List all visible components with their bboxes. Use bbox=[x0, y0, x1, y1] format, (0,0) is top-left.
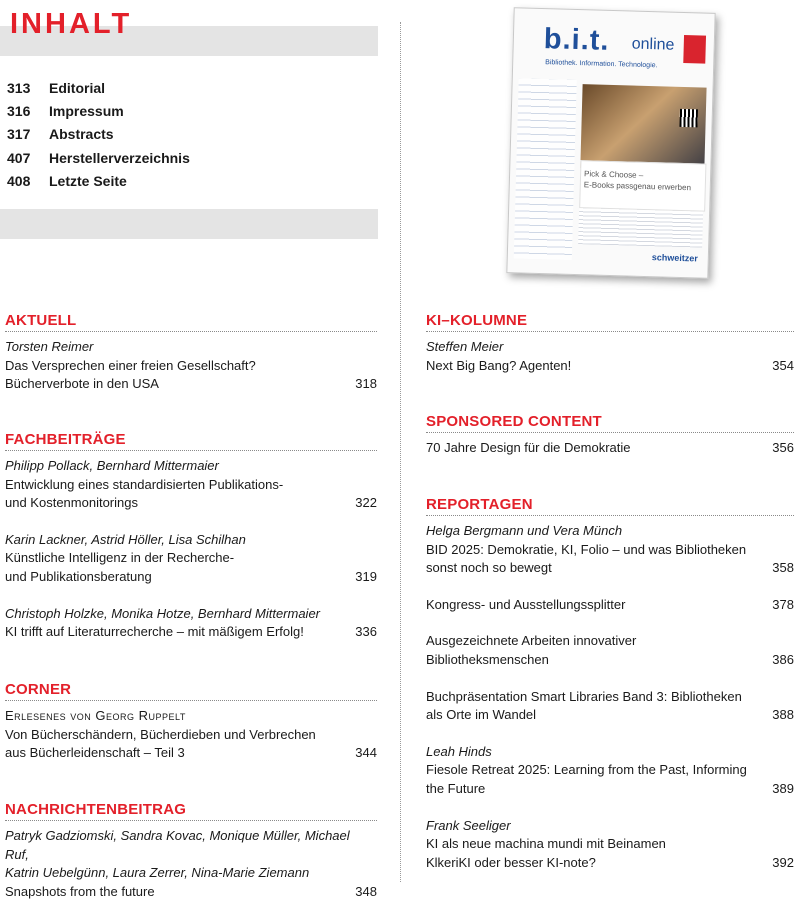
toc-entry[interactable] bbox=[426, 596, 794, 615]
toc-entry[interactable] bbox=[426, 522, 794, 578]
toc-item[interactable] bbox=[7, 146, 190, 169]
magazine-cover-image bbox=[506, 7, 715, 279]
section-heading: CORNER bbox=[5, 680, 377, 701]
toc-item[interactable] bbox=[7, 169, 190, 192]
entry-page-number: 319 bbox=[355, 568, 377, 584]
section-aktuell bbox=[5, 311, 377, 412]
entry-page-number: 378 bbox=[772, 596, 794, 612]
toc-entry[interactable] bbox=[5, 457, 377, 513]
cover-logo: b.i.t. bbox=[543, 23, 610, 57]
entry-page-number: 356 bbox=[772, 440, 794, 455]
entry-title-line: Bücherverbote in den USA bbox=[5, 376, 159, 392]
toc-entry[interactable] bbox=[426, 817, 794, 873]
toc-page-number: 317 bbox=[7, 126, 31, 143]
toc-label: Editorial bbox=[49, 79, 106, 96]
toc-label: Impressum bbox=[49, 102, 124, 119]
entry-title-line: Entwicklung eines standardisierten Publikations- bbox=[5, 476, 284, 492]
section-heading: AKTUELL bbox=[5, 311, 377, 332]
cover-body-text bbox=[578, 208, 703, 247]
section-ki-kolumne bbox=[426, 311, 794, 393]
toc-entry[interactable] bbox=[5, 707, 377, 763]
entry-authors: Katrin Uebelgünn, Laura Zerrer, Nina-Marie Ziemann bbox=[5, 865, 310, 881]
toc-entry[interactable] bbox=[426, 632, 794, 669]
section-nachrichtenbeitrag bbox=[5, 800, 377, 919]
toc-label: Herstellerverzeichnis bbox=[49, 149, 190, 166]
section-heading: REPORTAGEN bbox=[426, 495, 794, 516]
entry-title-line: Snapshots from the future bbox=[5, 883, 155, 899]
entry-title-line: KI als neue machina mundi mit Beinamen bbox=[426, 836, 666, 852]
entry-authors: Christoph Holzke, Monika Hotze, Bernhard Mittermaier bbox=[5, 605, 321, 621]
entry-authors: Erlesenes von Georg Ruppelt bbox=[5, 708, 186, 723]
toc-entry[interactable] bbox=[5, 531, 377, 587]
entry-authors: Karin Lackner, Astrid Höller, Lisa Schilhan bbox=[5, 531, 246, 547]
section-fachbeitraege bbox=[5, 430, 377, 660]
entry-authors: Leah Hinds bbox=[426, 743, 492, 759]
toc-entry[interactable] bbox=[426, 743, 794, 799]
entry-title-line: KlkeriKI oder besser KI-note? bbox=[426, 854, 596, 870]
entry-page-number: 354 bbox=[772, 357, 794, 373]
entry-page-number: 392 bbox=[772, 854, 794, 870]
entry-page-number: 358 bbox=[772, 560, 794, 576]
qr-code-icon bbox=[679, 109, 697, 127]
toc-entry[interactable] bbox=[5, 338, 377, 394]
entry-title-line: Fiesole Retreat 2025: Learning from the Past, Informing bbox=[426, 762, 747, 778]
entry-title-line: KI trifft auf Literaturrecherche – mit mäßigem Erfolg! bbox=[5, 624, 304, 640]
entry-title-line: Künstliche Intelligenz in der Recherche- bbox=[5, 550, 235, 566]
entry-authors: Philipp Pollack, Bernhard Mittermaier bbox=[5, 458, 219, 473]
entry-page-number: 348 bbox=[355, 883, 377, 899]
cover-logo-online: online bbox=[631, 35, 675, 54]
cover-photo bbox=[580, 84, 706, 171]
entry-authors: Torsten Reimer bbox=[5, 339, 94, 354]
entry-authors: Steffen Meier bbox=[426, 339, 504, 354]
gray-separator-bar bbox=[0, 209, 378, 239]
entry-page-number: 322 bbox=[355, 495, 377, 511]
toc-page-number: 407 bbox=[7, 149, 31, 166]
entry-authors: Helga Bergmann und Vera Münch bbox=[426, 523, 623, 538]
cover-badge-icon bbox=[683, 35, 706, 64]
page-title: INHALT bbox=[10, 8, 133, 40]
entry-title-line: the Future bbox=[426, 780, 486, 796]
entry-title-line: Bibliotheksmenschen bbox=[426, 651, 549, 667]
entry-authors: Frank Seeliger bbox=[426, 817, 511, 833]
section-sponsored-content bbox=[426, 412, 794, 476]
toc-item[interactable] bbox=[7, 123, 190, 146]
entry-title-line: als Orte im Wandel bbox=[426, 707, 537, 723]
entry-title-line: Das Versprechen einer freien Gesellschaft? bbox=[5, 357, 256, 373]
section-heading: NACHRICHTENBEITRAG bbox=[5, 800, 377, 821]
toc-page-number: 313 bbox=[7, 79, 31, 96]
entry-page-number: 388 bbox=[772, 707, 794, 723]
entry-page-number: 318 bbox=[355, 376, 377, 392]
entry-title-line: und Kostenmonitorings bbox=[5, 495, 138, 511]
entry-title-line: aus Bücherleidenschaft – Teil 3 bbox=[5, 745, 185, 761]
cover-subtitle: Bibliothek. Information. Technologie. bbox=[545, 59, 658, 70]
entry-page-number: 386 bbox=[772, 651, 794, 667]
quick-toc-list bbox=[7, 76, 190, 192]
toc-page-number: 408 bbox=[7, 172, 31, 189]
column-divider bbox=[400, 22, 401, 882]
entry-title-line: Buchpräsentation Smart Libraries Band 3: Bibliotheken bbox=[426, 688, 742, 704]
toc-entry[interactable] bbox=[426, 688, 794, 725]
cover-brand: schweitzer bbox=[651, 252, 698, 264]
toc-item[interactable] bbox=[7, 76, 190, 99]
cover-headline: Pick & Choose – E-Books passgenau erwerben bbox=[583, 169, 692, 193]
toc-entry[interactable] bbox=[426, 439, 794, 458]
section-heading: FACHBEITRÄGE bbox=[5, 430, 377, 451]
section-reportagen bbox=[426, 495, 794, 890]
cover-contents-column bbox=[514, 78, 577, 260]
entry-title-line: sonst noch so bewegt bbox=[426, 560, 552, 576]
entry-title-line: BID 2025: Demokratie, KI, Folio – und was Bibliotheken bbox=[426, 541, 747, 557]
entry-title-line: Next Big Bang? Agenten! bbox=[426, 357, 572, 373]
toc-page-number: 316 bbox=[7, 102, 31, 119]
toc-label: Letzte Seite bbox=[49, 172, 127, 189]
section-heading: KI–KOLUMNE bbox=[426, 311, 794, 332]
entry-authors: Patryk Gadziomski, Sandra Kovac, Monique Müller, Michael Ruf, bbox=[5, 828, 350, 862]
toc-entry[interactable] bbox=[5, 827, 377, 901]
section-corner bbox=[5, 680, 377, 781]
entry-title-line: Ausgezeichnete Arbeiten innovativer bbox=[426, 633, 637, 649]
entry-title-line: 70 Jahre Design für die Demokratie bbox=[426, 440, 631, 455]
toc-entry[interactable] bbox=[426, 338, 794, 375]
entry-title-line: Von Bücherschändern, Bücherdieben und Verbrechen bbox=[5, 726, 316, 742]
section-heading: SPONSORED CONTENT bbox=[426, 412, 794, 433]
entry-title-line: und Publikationsberatung bbox=[5, 568, 152, 584]
entry-page-number: 389 bbox=[772, 780, 794, 796]
entry-page-number: 336 bbox=[355, 624, 377, 640]
entry-title-line: Kongress- und Ausstellungssplitter bbox=[426, 596, 626, 612]
toc-label: Abstracts bbox=[49, 126, 114, 143]
entry-page-number: 344 bbox=[355, 745, 377, 761]
toc-item[interactable] bbox=[7, 99, 190, 122]
toc-entry[interactable] bbox=[5, 605, 377, 642]
